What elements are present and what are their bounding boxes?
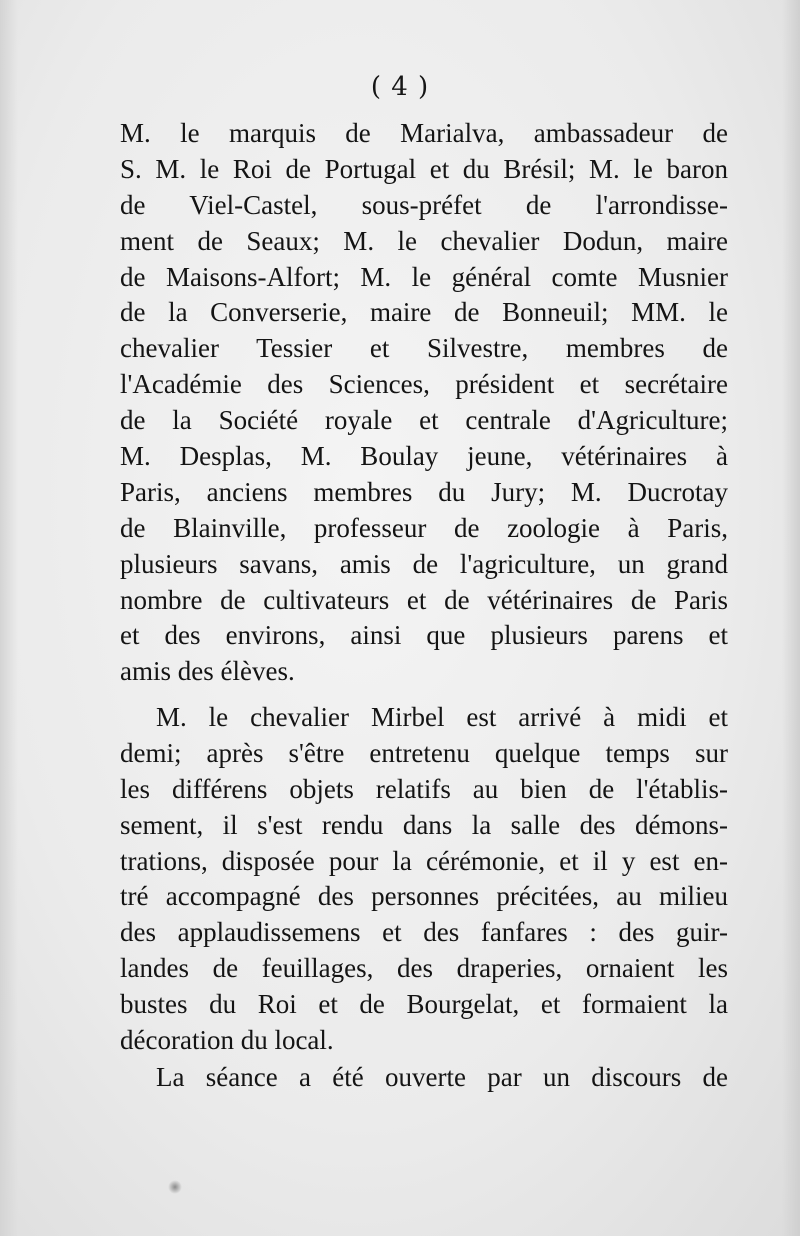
ink-spot (168, 1180, 182, 1194)
text-line: plusieurs savans, amis de l'agriculture, un grand (120, 548, 728, 579)
text-line: nombre de cultivateurs et de vétérinaires de Paris (120, 584, 728, 615)
text-line: M. le marquis de Marialva, ambassadeur de (120, 118, 728, 148)
text-line: de Maisons-Alfort; M. le général comte Musnier (120, 261, 728, 292)
text-line: des applaudissemens et des fanfares : des guir- (120, 917, 728, 948)
text-line: Paris, anciens membres du Jury; M. Ducrotay (120, 476, 728, 507)
text-line: M. Desplas, M. Boulay jeune, vétérinaires à (120, 441, 728, 472)
text-line: S. M. le Roi de Portugal et du Brésil; M. le baron (120, 153, 728, 184)
text-line: de Blainville, professeur de zoologie à Paris, (120, 512, 728, 543)
text-line: La séance a été ouverte par un discours de (156, 1062, 728, 1092)
text-line: tré accompagné des personnes précitées, au milieu (120, 881, 728, 912)
text-line: décoration du local. (120, 1025, 334, 1056)
page-number: ( 4 ) (370, 72, 430, 102)
paragraph-arrival (120, 700, 728, 1059)
text-line: amis des élèves. (120, 656, 295, 687)
text-line: les différens objets relatifs au bien de l'établis- (120, 773, 728, 804)
text-line: de la Converserie, maire de Bonneuil; MM. le (120, 297, 728, 328)
text-line: trations, disposée pour la cérémonie, et il y est en- (120, 845, 728, 876)
text-line: ment de Seaux; M. le chevalier Dodun, maire (120, 225, 728, 256)
text-line: sement, il s'est rendu dans la salle des démons- (120, 809, 728, 840)
text-line: l'Académie des Sciences, président et secrétaire (120, 369, 728, 400)
page-left-edge (0, 0, 18, 1236)
text-line: de la Société royale et centrale d'Agriculture; (120, 405, 728, 436)
text-line: chevalier Tessier et Silvestre, membres de (120, 333, 728, 364)
text-line: bustes du Roi et de Bourgelat, et formaient la (120, 989, 728, 1020)
paragraph-opening (120, 1060, 728, 1096)
text-line: et des environs, ainsi que plusieurs parens et (120, 620, 728, 651)
text-line: M. le chevalier Mirbel est arrivé à midi et (156, 702, 728, 732)
page-right-edge (782, 0, 800, 1236)
paragraph-attendees (120, 116, 728, 690)
text-line: demi; après s'être entretenu quelque temps sur (120, 737, 728, 768)
text-line: de Viel-Castel, sous-préfet de l'arrondisse- (120, 189, 728, 220)
text-line: landes de feuillages, des draperies, ornaient les (120, 953, 728, 984)
